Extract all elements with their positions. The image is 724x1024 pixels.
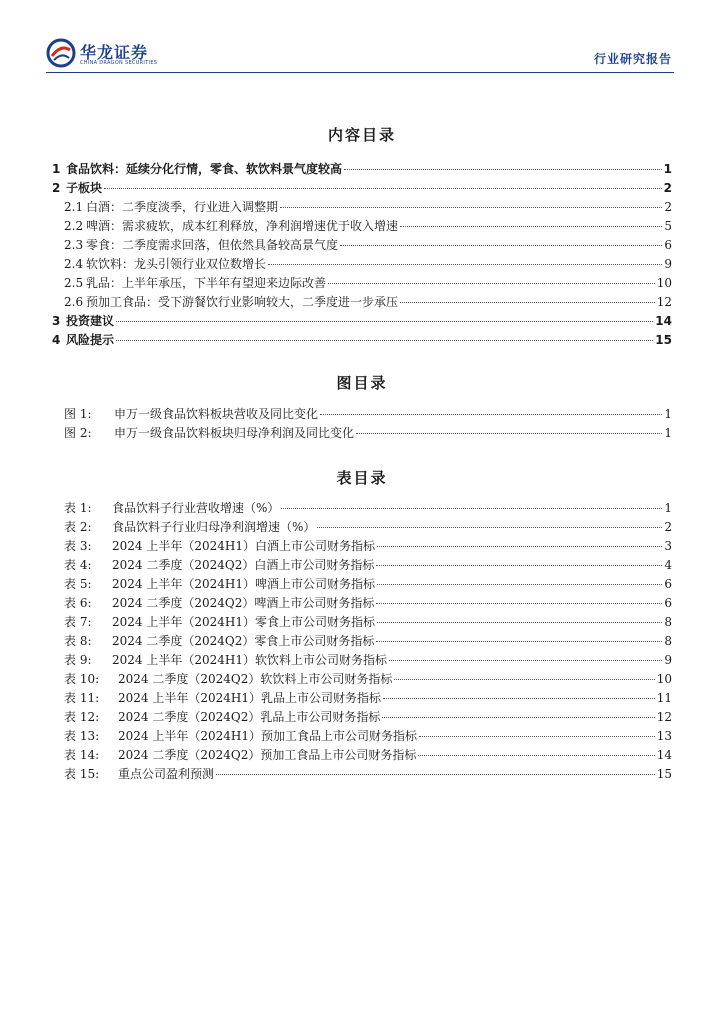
dot-leader (216, 774, 655, 775)
toc-entry[interactable] (52, 765, 672, 784)
entry-number: 2.3 (64, 238, 84, 252)
dragon-logo-icon (46, 38, 76, 68)
entry-number: 表 13: (64, 729, 100, 743)
dot-leader (328, 283, 655, 284)
entry-page-number: 6 (664, 238, 672, 252)
entry-page-number: 2 (664, 520, 672, 534)
dot-leader (340, 245, 662, 246)
figures-list (52, 405, 672, 443)
entry-label: 食品饮料子行业归母净利润增速（%） (112, 520, 316, 534)
toc-entry[interactable] (52, 537, 672, 556)
entry-page-number: 14 (655, 314, 672, 328)
toc-entry[interactable] (52, 198, 672, 217)
entry-label: 2024 二季度（2024Q2）啤酒上市公司财务指标 (112, 596, 375, 610)
entry-label: 2024 上半年（2024H1）零食上市公司财务指标 (112, 615, 375, 629)
entry-number: 表 2: (64, 520, 92, 534)
toc-entry[interactable] (52, 670, 672, 689)
dot-leader (268, 264, 662, 265)
toc-entry[interactable] (52, 236, 672, 255)
entry-label: 2024 上半年（2024H1）乳品上市公司财务指标 (118, 691, 381, 705)
entry-label: 2024 上半年（2024H1）啤酒上市公司财务指标 (112, 577, 375, 591)
dot-leader (418, 755, 654, 756)
entry-number: 图 2: (64, 426, 92, 440)
entry-label: 2024 二季度（2024Q2）白酒上市公司财务指标 (112, 558, 375, 572)
dot-leader (419, 736, 655, 737)
entry-number: 图 1: (64, 407, 92, 421)
entry-label: 白酒：二季度淡季，行业进入调整期 (86, 200, 279, 214)
toc-entry[interactable] (52, 689, 672, 708)
entry-page-number: 3 (664, 539, 672, 553)
entry-page-number: 12 (656, 295, 672, 309)
entry-page-number: 1 (664, 426, 672, 440)
entry-label: 子板块 (66, 181, 103, 195)
entry-number: 表 10: (64, 672, 100, 686)
entry-number: 2.6 (64, 295, 84, 309)
toc-entry[interactable] (52, 179, 672, 198)
dot-leader (400, 302, 655, 303)
toc-entry[interactable] (52, 651, 672, 670)
toc-entry[interactable] (52, 746, 672, 765)
entry-number: 表 12: (64, 710, 100, 724)
entry-number: 表 3: (64, 539, 92, 553)
dot-leader (280, 207, 662, 208)
toc-entry[interactable] (52, 575, 672, 594)
dot-leader (377, 546, 662, 547)
entry-page-number: 12 (656, 710, 672, 724)
entry-number: 表 15: (64, 767, 100, 781)
toc-entry[interactable] (52, 274, 672, 293)
entry-number: 2 (52, 181, 61, 195)
entry-number: 表 6: (64, 596, 92, 610)
dot-leader (383, 698, 655, 699)
entry-number: 表 5: (64, 577, 92, 591)
toc-entry[interactable] (52, 424, 672, 443)
entry-label: 2024 二季度（2024Q2）乳品上市公司财务指标 (118, 710, 381, 724)
entry-number: 3 (52, 314, 61, 328)
entry-number: 2.5 (64, 276, 84, 290)
entry-label: 2024 二季度（2024Q2）零食上市公司财务指标 (112, 634, 375, 648)
entry-number: 2.2 (64, 219, 84, 233)
entry-page-number: 6 (664, 596, 672, 610)
entry-page-number: 1 (664, 407, 672, 421)
entry-page-number: 5 (664, 219, 672, 233)
entry-number: 2.1 (64, 200, 84, 214)
toc-entry[interactable] (52, 556, 672, 575)
dot-leader (317, 527, 662, 528)
dot-leader (344, 169, 662, 170)
entry-label: 申万一级食品饮料板块归母净利润及同比变化 (114, 426, 355, 440)
toc-entry[interactable] (52, 708, 672, 727)
entry-page-number: 4 (664, 558, 672, 572)
entry-label: 啤酒：需求疲软，成本红利释放，净利润增速优于收入增速 (86, 219, 399, 233)
entry-label: 投资建议 (66, 314, 115, 328)
dot-leader (376, 603, 662, 604)
entry-label: 食品饮料子行业营收增速（%） (112, 501, 280, 515)
entry-page-number: 15 (655, 333, 672, 347)
entry-number: 1 (52, 162, 61, 176)
entry-number: 表 8: (64, 634, 92, 648)
toc-entry[interactable] (52, 518, 672, 537)
entry-label: 风险提示 (66, 333, 115, 347)
entry-label: 食品饮料：延续分化行情，零食、软饮料景气度较高 (66, 162, 343, 176)
entry-label: 软饮料：龙头引领行业双位数增长 (86, 257, 267, 271)
tables-title: 表目录 (336, 469, 388, 487)
entry-number: 表 7: (64, 615, 92, 629)
report-type-label: 行业研究报告 (593, 52, 672, 66)
toc-entry[interactable] (52, 293, 672, 312)
toc-entry[interactable] (52, 331, 672, 350)
entry-label: 零食：二季度需求回落，但依然具备较高景气度 (86, 238, 339, 252)
entry-page-number: 9 (664, 257, 672, 271)
entry-page-number: 2 (663, 181, 672, 195)
entry-page-number: 11 (656, 691, 672, 705)
dot-leader (116, 321, 653, 322)
entry-number: 表 11: (64, 691, 100, 705)
toc-entry[interactable] (52, 727, 672, 746)
entry-page-number: 1 (663, 162, 672, 176)
company-logo (46, 38, 186, 74)
toc-entry[interactable] (52, 613, 672, 632)
entry-label: 申万一级食品饮料板块营收及同比变化 (114, 407, 319, 421)
toc-entry[interactable] (52, 405, 672, 424)
toc-entry[interactable] (52, 160, 672, 179)
dot-leader (281, 508, 662, 509)
entry-page-number: 1 (664, 501, 672, 515)
entry-page-number: 13 (656, 729, 672, 743)
entry-page-number: 2 (664, 200, 672, 214)
dot-leader (376, 565, 662, 566)
entry-page-number: 10 (656, 672, 672, 686)
dot-leader (116, 340, 653, 341)
dot-leader (377, 584, 662, 585)
entry-page-number: 8 (664, 634, 672, 648)
dot-leader (104, 188, 662, 189)
contents-list (52, 160, 672, 350)
page-header (0, 0, 724, 80)
entry-number: 2.4 (64, 257, 84, 271)
entry-label: 2024 二季度（2024Q2）软饮料上市公司财务指标 (118, 672, 393, 686)
entry-label: 预加工食品：受下游餐饮行业影响较大，二季度进一步承压 (86, 295, 399, 309)
toc-entry[interactable] (52, 217, 672, 236)
entry-page-number: 6 (664, 577, 672, 591)
dot-leader (382, 717, 654, 718)
figures-title: 图目录 (336, 374, 388, 392)
toc-entry[interactable] (52, 632, 672, 651)
contents-title: 内容目录 (327, 126, 396, 144)
entry-label: 2024 上半年（2024H1）预加工食品上市公司财务指标 (118, 729, 417, 743)
dot-leader (400, 226, 662, 227)
entry-page-number: 10 (656, 276, 672, 290)
dot-leader (377, 622, 662, 623)
dot-leader (356, 433, 662, 434)
dot-leader (389, 660, 662, 661)
dot-leader (376, 641, 662, 642)
tables-list (52, 499, 672, 784)
entry-label: 2024 上半年（2024H1）软饮料上市公司财务指标 (112, 653, 387, 667)
entry-number: 表 14: (64, 748, 100, 762)
entry-page-number: 9 (664, 653, 672, 667)
dot-leader (394, 679, 654, 680)
brand-name-en: CHINA DRAGON SECURITIES (80, 60, 158, 66)
toc-entry[interactable] (52, 594, 672, 613)
entry-number: 表 9: (64, 653, 92, 667)
toc-entry[interactable] (52, 499, 672, 518)
toc-entry[interactable] (52, 312, 672, 331)
entry-number: 表 1: (64, 501, 92, 515)
entry-number: 表 4: (64, 558, 92, 572)
entry-label: 2024 上半年（2024H1）白酒上市公司财务指标 (112, 539, 375, 553)
entry-label: 重点公司盈利预测 (118, 767, 215, 781)
entry-page-number: 14 (656, 748, 672, 762)
entry-label: 乳品：上半年承压，下半年有望迎来边际改善 (86, 276, 327, 290)
toc-entry[interactable] (52, 255, 672, 274)
entry-label: 2024 二季度（2024Q2）预加工食品上市公司财务指标 (118, 748, 417, 762)
entry-page-number: 8 (664, 615, 672, 629)
entry-page-number: 15 (656, 767, 672, 781)
entry-number: 4 (52, 333, 61, 347)
brand-name-cn: 华龙证券 (80, 43, 149, 62)
dot-leader (320, 414, 662, 415)
header-divider (46, 72, 674, 73)
